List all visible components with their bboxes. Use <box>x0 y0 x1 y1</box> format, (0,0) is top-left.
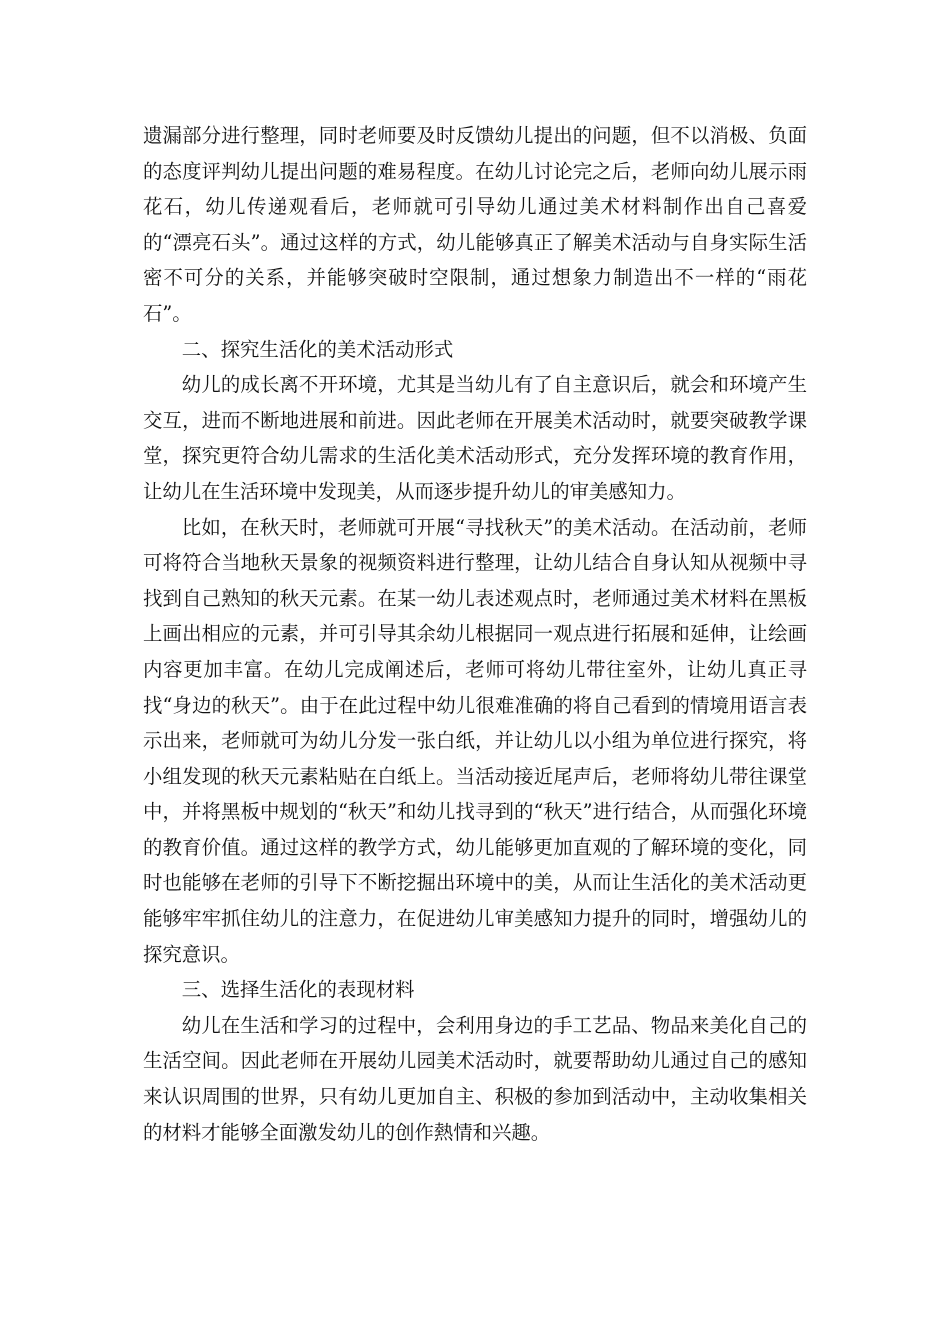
paragraph-environment: 幼儿的成长离不开环境，尤其是当幼儿有了自主意识后，就会和环境产生交互，进而不断地进展和前进。因此老师在开展美术活动时，就要突破教学课堂，探究更符合幼儿需求的生活化美术活动形式，充分发挥环境的教育作用，让幼儿在生活环境中发现美，从而逐步提升幼儿的审美感知力。 <box>143 373 807 503</box>
paragraph-materials: 幼儿在生活和学习的过程中，会利用身边的手工艺品、物品来美化自己的生活空间。因此老师在开展幼儿园美术活动时，就要帮助幼儿通过自己的感知来认识周围的世界，只有幼儿更加自主、积极的参加到活动中，主动收集相关的材料才能够全面激发幼儿的创作熱情和兴趣。 <box>143 1013 807 1144</box>
section-heading-3: 三、选择生活化的表现材料 <box>181 978 415 1002</box>
document-page <box>143 118 807 1150</box>
paragraph-autumn-activity: 比如，在秋天时，老师就可开展“寻找秋天”的美术活动。在活动前，老师可将符合当地秋天景象的视频资料进行整理，让幼儿结合自身认知从视频中寻找到自己熟知的秋天元素。在某一幼儿表述观点时，老师通过美术材料在黑板上画出相应的元素，并可引导其余幼儿根据同一观点进行拓展和延伸，让绘画内容更加丰富。在幼儿完成阐述后，老师可将幼儿带往室外，让幼儿真正寻找“身边的秋天”。由于在此过程中幼儿很难准确的将自己看到的情境用语言表示出来，老师就可为幼儿分发一张白纸，并让幼儿以小组为单位进行探究，将小组发现的秋天元素粘贴在白纸上。当活动接近尾声后，老师将幼儿带往课堂中，并将黑板中规划的“秋天”和幼儿找寻到的“秋天”进行结合，从而强化环境的教育价值。通过这样的教学方式，幼儿能够更加直观的了解环境的变化，同时也能够在老师的引导下不断挖掘出环境中的美，从而让生活化的美术活动更能够牢牢抓住幼儿的注意力，在促进幼儿审美感知力提升的同时，增强幼儿的探究意识。 <box>143 515 807 966</box>
paragraph-continuation: 遗漏部分进行整理，同时老师要及时反馈幼儿提出的问题，但不以消极、负面的态度评判幼儿提出问题的难易程度。在幼儿讨论完之后，老师向幼儿展示雨花石，幼儿传递观看后，老师就可引导幼儿通过美术材料制作出自己喜爱的“漂亮石头”。通过这样的方式，幼儿能够真正了解美术活动与自身实际生活密不可分的关系，并能够突破时空限制，通过想象力制造出不一样的“雨花石”。 <box>143 124 807 325</box>
section-heading-2: 二、探究生活化的美术活动形式 <box>181 337 454 361</box>
